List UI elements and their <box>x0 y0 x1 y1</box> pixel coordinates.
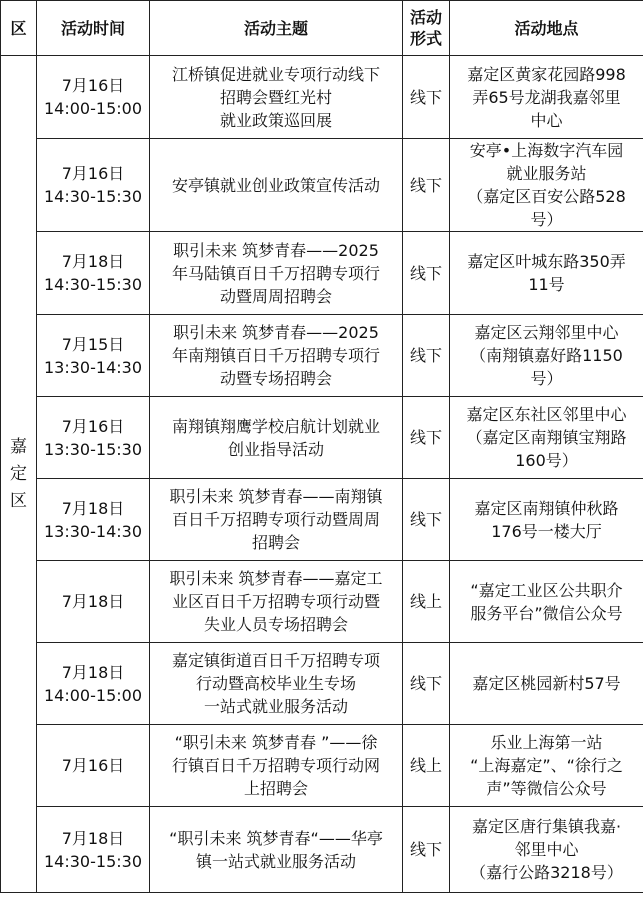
format-cell: 线下 <box>403 232 450 315</box>
table-row <box>1 807 643 893</box>
time-cell: 7月18日 14:30-15:30 <box>37 807 150 893</box>
theme-cell: 职引未来 筑梦青春——2025 年马陆镇百日千万招聘专项行 动暨周周招聘会 <box>150 232 403 315</box>
format-cell: 线下 <box>403 315 450 397</box>
table-row <box>1 397 643 479</box>
format-cell: 线上 <box>403 561 450 643</box>
location-cell: 嘉定区唐行集镇我嘉· 邻里中心 （嘉行公路3218号） <box>450 807 643 893</box>
location-cell: “嘉定工业区公共职介 服务平台”微信公众号 <box>450 561 643 643</box>
time-cell: 7月18日 14:00-15:00 <box>37 643 150 725</box>
time-cell: 7月18日 13:30-14:30 <box>37 479 150 561</box>
format-cell: 线下 <box>403 139 450 232</box>
table-row <box>1 232 643 315</box>
table-row <box>1 56 643 139</box>
location-cell: 嘉定区云翔邻里中心 （南翔镇嘉好路1150 号） <box>450 315 643 397</box>
theme-cell: 安亭镇就业创业政策宣传活动 <box>150 139 403 232</box>
theme-cell: “职引未来 筑梦青春 ”——徐 行镇百日千万招聘专项行动网 上招聘会 <box>150 725 403 807</box>
theme-cell: 嘉定镇街道百日千万招聘专项 行动暨高校毕业生专场 一站式就业服务活动 <box>150 643 403 725</box>
header-row <box>1 1 643 56</box>
time-cell: 7月18日 14:30-15:30 <box>37 232 150 315</box>
theme-cell: “职引未来 筑梦青春“——华亭 镇一站式就业服务活动 <box>150 807 403 893</box>
time-cell: 7月15日 13:30-14:30 <box>37 315 150 397</box>
location-cell: 嘉定区南翔镇仲秋路 176号一楼大厅 <box>450 479 643 561</box>
time-cell: 7月16日 <box>37 725 150 807</box>
district-label: 嘉定区 <box>10 436 27 511</box>
district-cell <box>1 56 37 893</box>
location-cell: 乐业上海第一站 “上海嘉定”、“徐行之 声”等微信公众号 <box>450 725 643 807</box>
theme-cell: 职引未来 筑梦青春——2025 年南翔镇百日千万招聘专项行 动暨专场招聘会 <box>150 315 403 397</box>
header-time: 活动时间 <box>37 1 150 56</box>
format-cell: 线下 <box>403 56 450 139</box>
table-row <box>1 561 643 643</box>
format-cell: 线下 <box>403 479 450 561</box>
theme-cell: 职引未来 筑梦青春——嘉定工 业区百日千万招聘专项行动暨 失业人员专场招聘会 <box>150 561 403 643</box>
table-row <box>1 139 643 232</box>
table-row <box>1 479 643 561</box>
header-district: 区 <box>1 1 37 56</box>
format-cell: 线上 <box>403 725 450 807</box>
time-cell: 7月16日 14:00-15:00 <box>37 56 150 139</box>
time-cell: 7月18日 <box>37 561 150 643</box>
header-theme: 活动主题 <box>150 1 403 56</box>
location-cell: 安亭•上海数字汽车园 就业服务站 （嘉定区百安公路528 号） <box>450 139 643 232</box>
table-row <box>1 725 643 807</box>
time-cell: 7月16日 13:30-15:30 <box>37 397 150 479</box>
theme-cell: 江桥镇促进就业专项行动线下 招聘会暨红光村 就业政策巡回展 <box>150 56 403 139</box>
format-cell: 线下 <box>403 397 450 479</box>
header-location: 活动地点 <box>450 1 643 56</box>
location-cell: 嘉定区东社区邻里中心 （嘉定区南翔镇宝翔路 160号） <box>450 397 643 479</box>
location-cell: 嘉定区叶城东路350弄 11号 <box>450 232 643 315</box>
location-cell: 嘉定区桃园新村57号 <box>450 643 643 725</box>
theme-cell: 职引未来 筑梦青春——南翔镇 百日千万招聘专项行动暨周周 招聘会 <box>150 479 403 561</box>
format-cell: 线下 <box>403 643 450 725</box>
theme-cell: 南翔镇翔鹰学校启航计划就业 创业指导活动 <box>150 397 403 479</box>
format-cell: 线下 <box>403 807 450 893</box>
table-row <box>1 643 643 725</box>
table-row <box>1 315 643 397</box>
location-cell: 嘉定区黄家花园路998 弄65号龙湖我嘉邻里 中心 <box>450 56 643 139</box>
header-format: 活动形式 <box>403 1 450 56</box>
time-cell: 7月16日 14:30-15:30 <box>37 139 150 232</box>
